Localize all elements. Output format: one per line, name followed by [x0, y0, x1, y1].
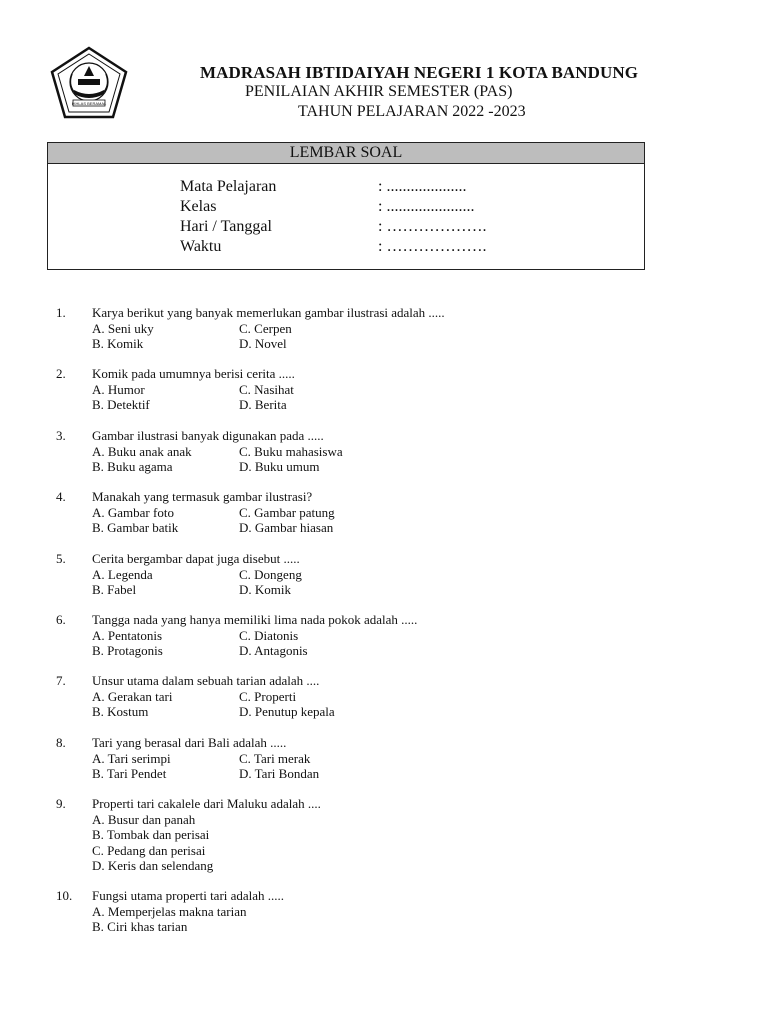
- option: C. Gambar patung: [239, 504, 335, 520]
- school-name: MADRASAH IBTIDAIYAH NEGERI 1 KOTA BANDUNG: [200, 63, 639, 82]
- question-number: 4.: [56, 489, 66, 504]
- question-text: Cerita bergambar dapat juga disebut .....: [92, 551, 300, 566]
- option: D. Penutup kepala: [239, 704, 335, 719]
- field-label-time: Waktu: [180, 238, 222, 255]
- question-number: 2.: [56, 366, 66, 381]
- option: C. Properti: [239, 688, 297, 704]
- question-number: 10.: [56, 888, 73, 903]
- question-number: 8.: [56, 735, 66, 750]
- field-value-subject: : ....................: [378, 178, 467, 195]
- field-label-class: Kelas: [180, 198, 217, 215]
- question-text: Karya berikut yang banyak memerlukan gambar ilustrasi adalah .....: [92, 305, 445, 320]
- question-text: Tangga nada yang hanya memiliki lima nada pokok adalah .....: [92, 612, 418, 627]
- field-value-class: : ......................: [378, 198, 475, 215]
- option: C. Diatonis: [239, 627, 299, 643]
- option: B. Fabel: [92, 582, 137, 597]
- question-number: 9.: [56, 796, 66, 811]
- sheet-title: LEMBAR SOAL: [48, 143, 644, 164]
- option: D. Berita: [239, 397, 287, 412]
- question-text: Komik pada umumnya berisi cerita .....: [92, 366, 295, 381]
- option: B. Komik: [92, 336, 144, 351]
- question-text: Gambar ilustrasi banyak digunakan pada .....: [92, 428, 324, 443]
- logo-text: IKHLAS BERAMAL: [71, 101, 107, 106]
- field-value-date: : ……………….: [378, 218, 487, 235]
- option: A. Gerakan tari: [92, 688, 173, 704]
- question-number: 3.: [56, 428, 66, 443]
- option: A. Busur dan panah: [92, 811, 196, 827]
- option: A. Pentatonis: [92, 627, 163, 643]
- question-text: Unsur utama dalam sebuah tarian adalah ....: [92, 673, 320, 688]
- option: B. Ciri khas tarian: [92, 919, 188, 934]
- option: A. Gambar foto: [92, 504, 174, 520]
- option: A. Buku anak anak: [92, 443, 192, 459]
- field-value-time: : ……………….: [378, 238, 487, 255]
- option: D. Novel: [239, 336, 287, 351]
- ministry-logo: [50, 46, 128, 120]
- option: C. Nasihat: [239, 381, 294, 397]
- exam-title: PENILAIAN AKHIR SEMESTER (PAS): [245, 83, 513, 100]
- option: D. Buku umum: [239, 459, 320, 474]
- option: B. Tari Pendet: [92, 766, 167, 781]
- field-label-date: Hari / Tanggal: [180, 218, 272, 235]
- option: B. Gambar batik: [92, 520, 179, 535]
- option: D. Keris dan selendang: [92, 858, 214, 873]
- option: C. Buku mahasiswa: [239, 443, 343, 459]
- question-text: Tari yang berasal dari Bali adalah .....: [92, 735, 287, 750]
- option: A. Seni uky: [92, 320, 154, 336]
- question-number: 6.: [56, 612, 66, 627]
- option: D. Tari Bondan: [239, 766, 320, 781]
- option: B. Tombak dan perisai: [92, 827, 210, 842]
- option: C. Dongeng: [239, 566, 302, 582]
- option: B. Detektif: [92, 397, 150, 412]
- option: A. Tari serimpi: [92, 750, 171, 766]
- academic-year: TAHUN PELAJARAN 2022 -2023: [298, 103, 526, 120]
- option: D. Gambar hiasan: [239, 520, 334, 535]
- option: C. Cerpen: [239, 320, 292, 336]
- option: A. Memperjelas makna tarian: [92, 903, 247, 919]
- option: B. Buku agama: [92, 459, 173, 474]
- option: B. Protagonis: [92, 643, 163, 658]
- question-number: 1.: [56, 305, 66, 320]
- option: A. Humor: [92, 381, 145, 397]
- exam-info-box: [47, 142, 645, 270]
- option: D. Komik: [239, 582, 291, 597]
- option: B. Kostum: [92, 704, 149, 719]
- option: D. Antagonis: [239, 643, 308, 658]
- option: C. Tari merak: [239, 750, 311, 766]
- field-label-subject: Mata Pelajaran: [180, 178, 277, 195]
- question-text: Properti tari cakalele dari Maluku adalah ....: [92, 796, 321, 811]
- question-text: Manakah yang termasuk gambar ilustrasi?: [92, 489, 313, 504]
- question-number: 7.: [56, 673, 66, 688]
- option: C. Pedang dan perisai: [92, 842, 206, 858]
- question-number: 5.: [56, 551, 66, 566]
- question-text: Fungsi utama properti tari adalah .....: [92, 888, 285, 903]
- option: A. Legenda: [92, 566, 153, 582]
